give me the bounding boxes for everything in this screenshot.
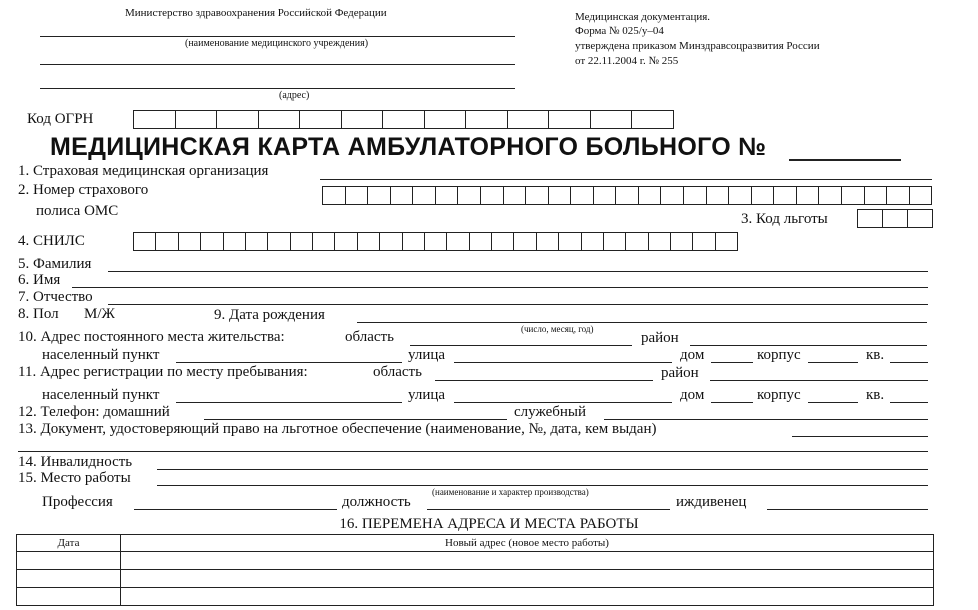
digit-box[interactable] bbox=[345, 187, 368, 204]
date-caption: (число, месяц, год) bbox=[521, 324, 594, 334]
digit-box[interactable] bbox=[536, 233, 558, 250]
digit-box[interactable] bbox=[435, 187, 458, 204]
digit-box[interactable] bbox=[841, 187, 864, 204]
digit-box[interactable] bbox=[491, 233, 513, 250]
digit-box[interactable] bbox=[503, 187, 526, 204]
digit-box[interactable] bbox=[751, 187, 774, 204]
digit-box[interactable] bbox=[603, 233, 625, 250]
digit-box[interactable] bbox=[864, 187, 887, 204]
snils-boxes[interactable] bbox=[133, 232, 738, 251]
digit-box[interactable] bbox=[424, 233, 446, 250]
new-address-cell[interactable] bbox=[121, 570, 934, 588]
reg-region-label: область bbox=[373, 364, 422, 380]
insurance-org-line[interactable] bbox=[320, 179, 932, 180]
sex-label: 8. Пол bbox=[18, 306, 59, 322]
permanent-address-label: 10. Адрес постоянного места жительства: bbox=[18, 329, 285, 345]
reg-apartment-line[interactable] bbox=[890, 402, 928, 403]
perm-settlement-line[interactable] bbox=[176, 362, 402, 363]
digit-box[interactable] bbox=[341, 111, 383, 128]
digit-box[interactable] bbox=[581, 233, 603, 250]
ogrn-label: Код ОГРН bbox=[27, 111, 94, 127]
digit-box[interactable] bbox=[660, 187, 683, 204]
benefit-code-boxes[interactable] bbox=[857, 209, 933, 228]
position-line[interactable] bbox=[427, 509, 670, 510]
position-label: должность bbox=[342, 494, 411, 510]
reg-region-line[interactable] bbox=[435, 380, 653, 381]
digit-box[interactable] bbox=[402, 233, 424, 250]
date-cell[interactable] bbox=[17, 552, 121, 570]
digit-box[interactable] bbox=[513, 233, 535, 250]
digit-box[interactable] bbox=[134, 111, 175, 128]
digit-box[interactable] bbox=[382, 111, 424, 128]
perm-district-line[interactable] bbox=[690, 345, 927, 346]
digit-box[interactable] bbox=[507, 111, 549, 128]
reg-house-line[interactable] bbox=[711, 402, 753, 403]
digit-box[interactable] bbox=[312, 233, 334, 250]
birth-date-label: 9. Дата рождения bbox=[214, 307, 325, 323]
column-new-address: Новый адрес (новое место работы) bbox=[121, 535, 934, 552]
name-line[interactable] bbox=[72, 287, 928, 288]
digit-box[interactable] bbox=[290, 233, 312, 250]
new-address-cell[interactable] bbox=[121, 588, 934, 606]
reg-settlement-line[interactable] bbox=[176, 402, 402, 403]
snils-label: 4. СНИЛС bbox=[18, 233, 85, 249]
digit-box[interactable] bbox=[570, 187, 593, 204]
reg-building-label: корпус bbox=[757, 387, 801, 403]
benefit-code-label: 3. Код льготы bbox=[741, 211, 828, 227]
ogrn-boxes[interactable] bbox=[133, 110, 674, 129]
digit-box[interactable] bbox=[907, 210, 932, 227]
digit-box[interactable] bbox=[469, 233, 491, 250]
digit-box[interactable] bbox=[692, 233, 714, 250]
digit-box[interactable] bbox=[457, 187, 480, 204]
reg-settlement-label: населенный пункт bbox=[42, 387, 160, 403]
profession-line[interactable] bbox=[134, 509, 337, 510]
institution-caption: (наименование медицинского учреждения) bbox=[185, 38, 369, 49]
digit-box[interactable] bbox=[357, 233, 379, 250]
digit-box[interactable] bbox=[379, 233, 401, 250]
patronymic-label: 7. Отчество bbox=[18, 289, 93, 305]
digit-box[interactable] bbox=[715, 233, 737, 250]
registration-address-label: 11. Адрес регистрации по месту пребывания: bbox=[18, 364, 308, 380]
reg-apartment-label: кв. bbox=[866, 387, 885, 403]
reg-house-label: дом bbox=[680, 387, 705, 403]
dependent-line[interactable] bbox=[767, 509, 928, 510]
reg-district-line[interactable] bbox=[710, 380, 928, 381]
digit-box[interactable] bbox=[773, 187, 796, 204]
perm-region-label: область bbox=[345, 329, 394, 345]
digit-box[interactable] bbox=[465, 111, 507, 128]
phone-work-line[interactable] bbox=[604, 419, 928, 420]
digit-box[interactable] bbox=[818, 187, 841, 204]
date-cell[interactable] bbox=[17, 588, 121, 606]
dependent-label: иждивенец bbox=[676, 494, 747, 510]
sex-options[interactable]: М/Ж bbox=[84, 306, 115, 322]
perm-settlement-label: населенный пункт bbox=[42, 347, 160, 363]
perm-region-line[interactable] bbox=[410, 345, 632, 346]
reg-street-line[interactable] bbox=[454, 402, 672, 403]
digit-box[interactable] bbox=[412, 187, 435, 204]
perm-building-line[interactable] bbox=[808, 362, 858, 363]
perm-building-label: корпус bbox=[757, 347, 801, 363]
perm-district-label: район bbox=[641, 330, 679, 346]
digit-box[interactable] bbox=[155, 233, 177, 250]
card-number-line[interactable] bbox=[789, 159, 901, 161]
column-date: Дата bbox=[17, 535, 121, 552]
phone-work-label: служебный bbox=[514, 404, 587, 420]
digit-box[interactable] bbox=[216, 111, 258, 128]
digit-box[interactable] bbox=[886, 187, 909, 204]
digit-box[interactable] bbox=[334, 233, 356, 250]
digit-box[interactable] bbox=[648, 233, 670, 250]
digit-box[interactable] bbox=[728, 187, 751, 204]
table-row bbox=[17, 570, 934, 588]
perm-house-label: дом bbox=[680, 347, 705, 363]
benefit-document-line-2[interactable] bbox=[18, 451, 928, 452]
perm-street-line[interactable] bbox=[454, 362, 672, 363]
digit-box[interactable] bbox=[390, 187, 413, 204]
digit-box[interactable] bbox=[625, 233, 647, 250]
digit-box[interactable] bbox=[638, 187, 661, 204]
workplace-line[interactable] bbox=[157, 485, 928, 486]
digit-box[interactable] bbox=[670, 233, 692, 250]
digit-box[interactable] bbox=[558, 233, 580, 250]
digit-box[interactable] bbox=[706, 187, 729, 204]
reg-district-label: район bbox=[661, 365, 699, 381]
digit-box[interactable] bbox=[683, 187, 706, 204]
digit-box[interactable] bbox=[615, 187, 638, 204]
section16-title: 16. ПЕРЕМЕНА АДРЕСА И МЕСТА РАБОТЫ bbox=[339, 516, 639, 532]
profession-label: Профессия bbox=[42, 494, 113, 510]
disability-label: 14. Инвалидность bbox=[18, 454, 133, 470]
digit-box[interactable] bbox=[446, 233, 468, 250]
digit-box[interactable] bbox=[178, 233, 200, 250]
perm-apartment-line[interactable] bbox=[890, 362, 928, 363]
benefit-document-label: 13. Документ, удостоверяющий право на льготное обеспечение (наименование, №, дата, кем выдан) bbox=[18, 421, 657, 437]
reg-building-line[interactable] bbox=[808, 402, 858, 403]
digit-box[interactable] bbox=[258, 111, 300, 128]
phone-home-line[interactable] bbox=[204, 419, 507, 420]
digit-box[interactable] bbox=[134, 233, 155, 250]
workplace-label: 15. Место работы bbox=[18, 470, 131, 486]
name-label: 6. Имя bbox=[18, 272, 61, 288]
address-line-1[interactable] bbox=[40, 64, 515, 65]
digit-box[interactable] bbox=[200, 233, 222, 250]
ministry-name: Министерство здравоохранения Российской Федерации bbox=[125, 7, 387, 19]
digit-box[interactable] bbox=[525, 187, 548, 204]
digit-box[interactable] bbox=[175, 111, 217, 128]
birth-date-line[interactable] bbox=[357, 322, 927, 323]
address-change-table bbox=[16, 534, 934, 606]
digit-box[interactable] bbox=[323, 187, 345, 204]
digit-box[interactable] bbox=[858, 210, 882, 227]
page-title: МЕДИЦИНСКАЯ КАРТА АМБУЛАТОРНОГО БОЛЬНОГО № bbox=[50, 133, 767, 161]
new-address-cell[interactable] bbox=[121, 552, 934, 570]
policy-boxes[interactable] bbox=[322, 186, 932, 205]
perm-apartment-label: кв. bbox=[866, 347, 885, 363]
digit-box[interactable] bbox=[299, 111, 341, 128]
disability-line[interactable] bbox=[157, 469, 928, 470]
phone-label: 12. Телефон: домашний bbox=[18, 404, 170, 420]
digit-box[interactable] bbox=[548, 111, 590, 128]
workplace-caption: (наименование и характер производства) bbox=[432, 487, 589, 497]
form-line-2: Форма № 025/у–04 bbox=[575, 25, 664, 37]
form-line-4: от 22.11.2004 г. № 255 bbox=[575, 55, 679, 67]
digit-box[interactable] bbox=[796, 187, 819, 204]
table-row bbox=[17, 588, 934, 606]
insurance-org-label: 1. Страховая медицинская организация bbox=[18, 163, 269, 179]
policy-label-2: полиса ОМС bbox=[36, 203, 119, 219]
digit-box[interactable] bbox=[424, 111, 466, 128]
table-row bbox=[17, 552, 934, 570]
digit-box[interactable] bbox=[593, 187, 616, 204]
perm-street-label: улица bbox=[408, 347, 446, 363]
institution-line[interactable] bbox=[40, 36, 515, 37]
date-cell[interactable] bbox=[17, 570, 121, 588]
surname-line[interactable] bbox=[108, 271, 928, 272]
address-line-2[interactable] bbox=[40, 88, 515, 89]
digit-box[interactable] bbox=[548, 187, 571, 204]
form-line-3: утверждена приказом Минздравсоцразвития России bbox=[575, 40, 820, 52]
digit-box[interactable] bbox=[367, 187, 390, 204]
digit-box[interactable] bbox=[882, 210, 907, 227]
address-caption: (адрес) bbox=[279, 90, 310, 101]
digit-box[interactable] bbox=[909, 187, 932, 204]
digit-box[interactable] bbox=[631, 111, 673, 128]
benefit-document-line-1[interactable] bbox=[792, 436, 928, 437]
digit-box[interactable] bbox=[223, 233, 245, 250]
policy-label-1: 2. Номер страхового bbox=[18, 182, 149, 198]
patronymic-line[interactable] bbox=[108, 304, 928, 305]
reg-street-label: улица bbox=[408, 387, 446, 403]
perm-house-line[interactable] bbox=[711, 362, 753, 363]
digit-box[interactable] bbox=[480, 187, 503, 204]
digit-box[interactable] bbox=[267, 233, 289, 250]
digit-box[interactable] bbox=[590, 111, 632, 128]
form-line-1: Медицинская документация. bbox=[575, 11, 711, 23]
surname-label: 5. Фамилия bbox=[18, 256, 92, 272]
digit-box[interactable] bbox=[245, 233, 267, 250]
